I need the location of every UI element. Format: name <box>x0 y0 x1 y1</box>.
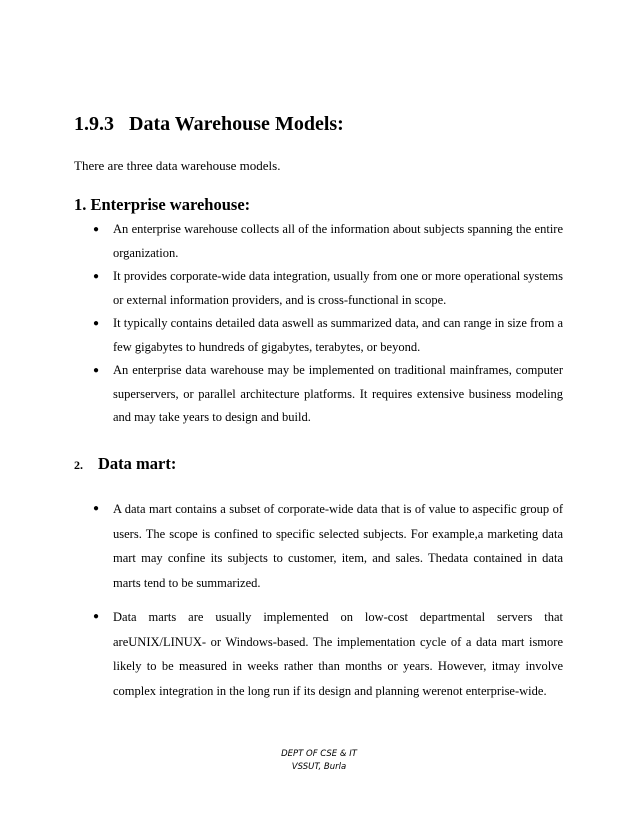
bullet-icon: ● <box>93 271 100 282</box>
section-heading <box>74 113 344 136</box>
bullet-icon: ● <box>93 503 100 514</box>
datamart-number: 2. <box>74 458 83 472</box>
list-item: ● It provides corporate-wide data integration, usually from one or more operational systems or external information providers, and is cross-functional in scope. <box>93 265 563 312</box>
datamart-bullet-list-2 <box>93 605 563 703</box>
list-item: ● An enterprise warehouse collects all of the information about subjects spanning the entire organization. <box>93 218 563 265</box>
bullet-icon: ● <box>93 611 100 622</box>
datamart-bullet-list-1 <box>93 497 563 595</box>
list-item: ● Data marts are usually implemented on low-cost departmental servers that areUNIX/LINUX- or Windows-based. The implementation cycle of a data mart ismore likely to be measured in weeks rather than months or years. However, itmay involve complex integration in the long run if its design and planning werenot enterprise-wide. <box>93 605 563 703</box>
bullet-icon: ● <box>93 224 100 235</box>
enterprise-bullet-list <box>93 218 563 430</box>
section-title: Data Warehouse Models: <box>129 113 344 135</box>
page-footer <box>0 748 638 774</box>
intro-paragraph: There are three data warehouse models. <box>74 158 281 173</box>
list-item: ● It typically contains detailed data aswell as summarized data, and can range in size from a few gigabytes to hundreds of gigabytes, terabytes, or beyond. <box>93 312 563 359</box>
enterprise-heading: 1. Enterprise warehouse: <box>74 195 251 214</box>
footer-location: VSSUT, Burla <box>291 762 347 772</box>
section-number: 1.9.3 <box>74 113 114 135</box>
list-item: ● A data mart contains a subset of corporate-wide data that is of value to aspecific group of users. The scope is confined to specific selected subjects. For example,a marketing data mart may confine its subjects to customer, item, and sales. Thedata contained in data marts tend to be summarized. <box>93 497 563 595</box>
bullet-icon: ● <box>93 318 100 329</box>
datamart-heading <box>74 454 176 474</box>
list-item: ● An enterprise data warehouse may be implemented on traditional mainframes, computer superservers, or parallel architecture platforms. It requires extensive business modeling and may take years to design and build. <box>93 359 563 430</box>
bullet-icon: ● <box>93 365 100 376</box>
footer-dept: DEPT OF CSE & IT <box>281 749 357 759</box>
datamart-title: Data mart: <box>98 454 177 473</box>
